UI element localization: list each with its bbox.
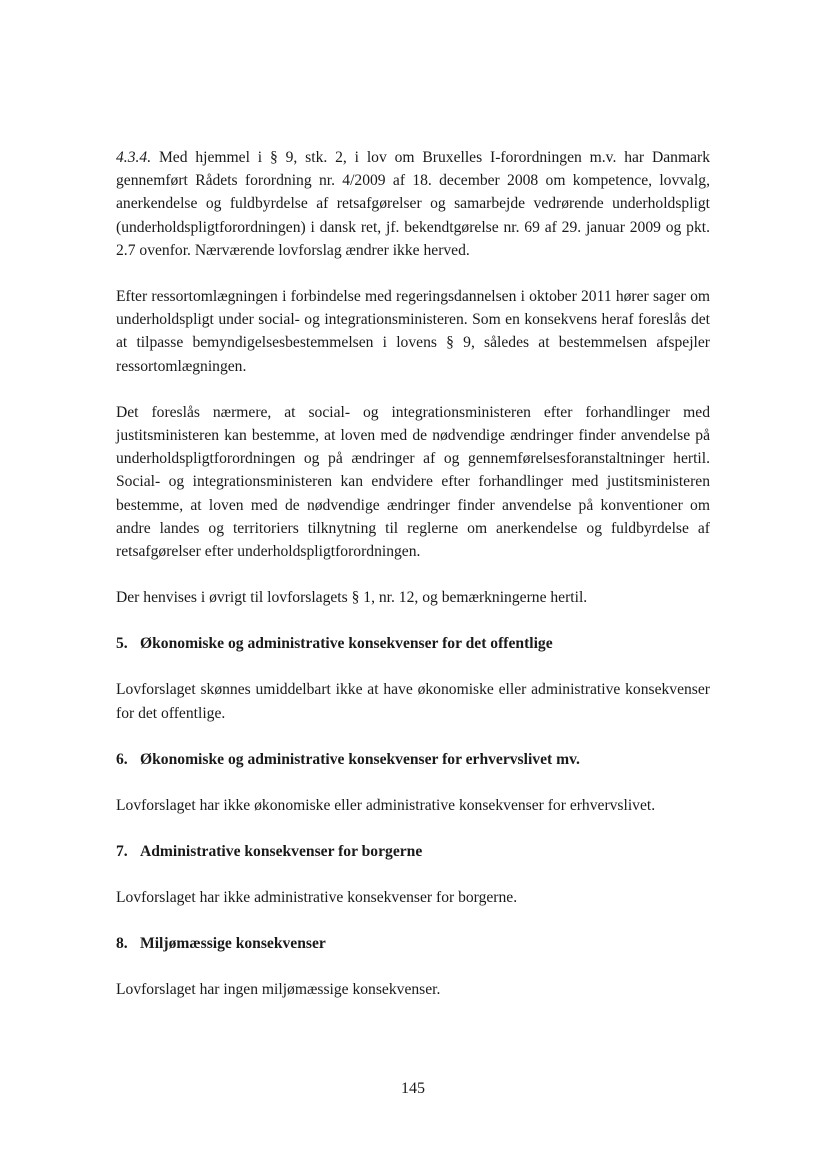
paragraph-ressortomlaegning: Efter ressortomlægningen i forbindelse med regeringsdannelsen i oktober 2011 hører sager om underholdspligt under social- og integrationsministeren. Som en konsekvens heraf foreslås det at tilpasse bemyndigelsesbestemmelsen i lovens § 9, således at bestemmelsen afspejler ressortomlægningen.: [116, 288, 710, 375]
section-body-5: Lovforslaget skønnes umiddelbart ikke at have økonomiske eller administrative konsekvenser for det offentlige.: [116, 681, 710, 722]
section-body-6: Lovforslaget har ikke økonomiske eller administrative konsekvenser for erhvervslivet.: [116, 796, 656, 814]
section-body-7: Lovforslaget har ikke administrative konsekvenser for borgerne.: [116, 889, 518, 907]
section-title: Miljømæssige konsekvenser: [140, 935, 326, 953]
paragraph-naermere: Det foreslås nærmere, at social- og integrationsministeren efter forhandlinger med justitsministeren kan bestemme, at loven med de nødvendige ændringer finder anvendelse på underholdspligtforordningen og på ændringer af og gennemførelsesforanstaltninger hertil. Social- og integrationsministeren kan endvidere efter forhandlinger med justitsministeren bestemme, at loven med de nødvendige ændringer finder anvendelse på konventioner om andre landes og territoriers tilknytning til reglerne om anerkendelse og fuldbyrdelse af retsafgørelser efter underholdspligtforordningen.: [116, 403, 710, 561]
section-body-8: Lovforslaget har ingen miljømæssige konsekvenser.: [116, 981, 441, 999]
paragraph-4-3-4: [116, 146, 710, 262]
section-number: 7.: [116, 843, 128, 861]
section-title: Økonomiske og administrative konsekvenser for erhvervslivet mv.: [140, 750, 580, 768]
section-number: 8.: [116, 935, 128, 953]
paragraph-text: Med hjemmel i § 9, stk. 2, i lov om Bruxelles I-forordningen m.v. har Danmark gennemført Rådets forordning nr. 4/2009 af 18. december 2008 om kompetence, lovvalg, anerkendelse og fuldbyrdelse af retsafgørelser og samarbejde vedrørende underholdspligt (underholdspligtforordningen) i dansk ret, jf. bekendtgørelse nr. 69 af 29. januar 2009 og pkt. 2.7 ovenfor. Nærværende lovforslag ændrer ikke herved.: [116, 149, 710, 259]
section-number: 5.: [116, 635, 128, 653]
paragraph-lead-number: 4.3.4.: [116, 149, 152, 166]
section-number: 6.: [116, 750, 128, 768]
section-heading-5: [116, 632, 710, 655]
section-heading-6: [116, 748, 710, 771]
section-title: Økonomiske og administrative konsekvenser for det offentlige: [140, 635, 553, 653]
paragraph-henvisning: Der henvises i øvrigt til lovforslagets § 1, nr. 12, og bemærkningerne hertil.: [116, 589, 588, 607]
document-page: [116, 146, 710, 1001]
page-number: 145: [401, 1080, 425, 1097]
section-heading-8: [116, 932, 710, 955]
section-title: Administrative konsekvenser for borgerne: [140, 843, 423, 861]
section-heading-7: [116, 840, 710, 863]
